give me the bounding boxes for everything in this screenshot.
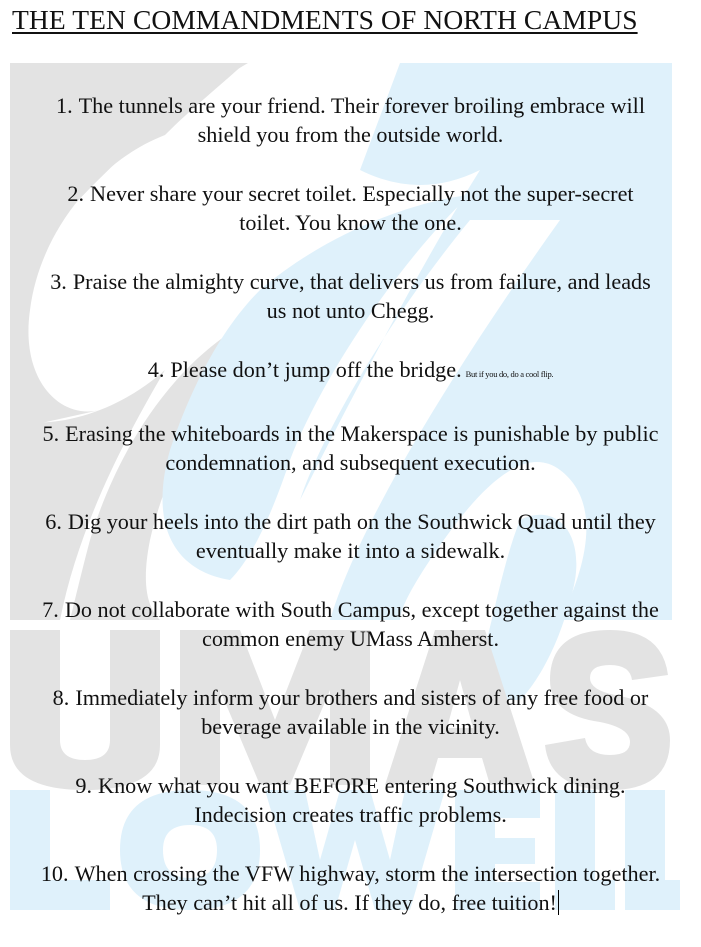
commandment-number: 5. [42, 421, 60, 446]
commandment-text: Do not collaborate with South Campus, except together against the [64, 597, 659, 622]
commandment-text: Immediately inform your brothers and sisters of any free food or [75, 685, 649, 710]
commandment-text: Please don’t jump off the bridge. [170, 357, 462, 382]
commandment-text: Know what you want BEFORE entering Southwick dining. [98, 773, 626, 798]
commandment-text-continued: us not unto Chegg. [266, 298, 435, 323]
commandment-text-continued: toilet. You know the one. [239, 210, 462, 235]
commandment-2 [0, 179, 701, 237]
commandment-text: Never share your secret toilet. Especially not the super-secret [90, 181, 634, 206]
commandment-number: 8. [52, 685, 70, 710]
commandment-text-continued: beverage available in the vicinity. [201, 714, 500, 739]
commandment-text: Dig your heels into the dirt path on the Southwick Quad until they [67, 509, 656, 534]
commandment-7 [0, 595, 701, 653]
commandment-10 [0, 859, 701, 917]
commandment-text: When crossing the VFW highway, storm the intersection together. [74, 861, 661, 886]
commandment-9 [0, 771, 701, 829]
commandment-5 [0, 419, 701, 477]
commandment-8 [0, 683, 701, 741]
commandment-number: 3. [50, 269, 67, 294]
commandment-3 [0, 267, 701, 325]
commandment-aside-small-text: But if you do, do a cool flip. [465, 369, 554, 379]
commandment-number: 4. [147, 357, 165, 382]
commandment-number: 9. [75, 773, 93, 798]
commandments-list [0, 91, 701, 947]
commandment-number: 7. [42, 597, 59, 622]
commandment-6 [0, 507, 701, 565]
commandment-text: Praise the almighty curve, that delivers us from failure, and leads [72, 269, 651, 294]
commandment-text-continued: shield you from the outside world. [197, 122, 504, 147]
commandment-text-continued: common enemy UMass Amherst. [201, 626, 500, 651]
commandment-1 [0, 91, 701, 149]
commandment-number: 10. [40, 861, 69, 886]
commandment-text: Erasing the whiteboards in the Makerspace is punishable by public [65, 421, 659, 446]
commandment-text-continued: They can’t hit all of us. If they do, free tuition! [142, 890, 557, 915]
commandment-number: 1. [55, 93, 73, 118]
commandment-number: 2. [67, 181, 85, 206]
text-cursor[interactable] [558, 890, 559, 915]
commandment-text-continued: Indecision creates traffic problems. [194, 802, 507, 827]
document-title: THE TEN COMMANDMENTS OF NORTH CAMPUS [12, 4, 638, 35]
commandment-number: 6. [45, 509, 62, 534]
commandment-4 [0, 355, 701, 389]
commandment-text-continued: eventually make it into a sidewalk. [195, 538, 506, 563]
commandment-text: The tunnels are your friend. Their forever broiling embrace will [78, 93, 646, 118]
commandment-text-continued: condemnation, and subsequent execution. [165, 450, 536, 475]
